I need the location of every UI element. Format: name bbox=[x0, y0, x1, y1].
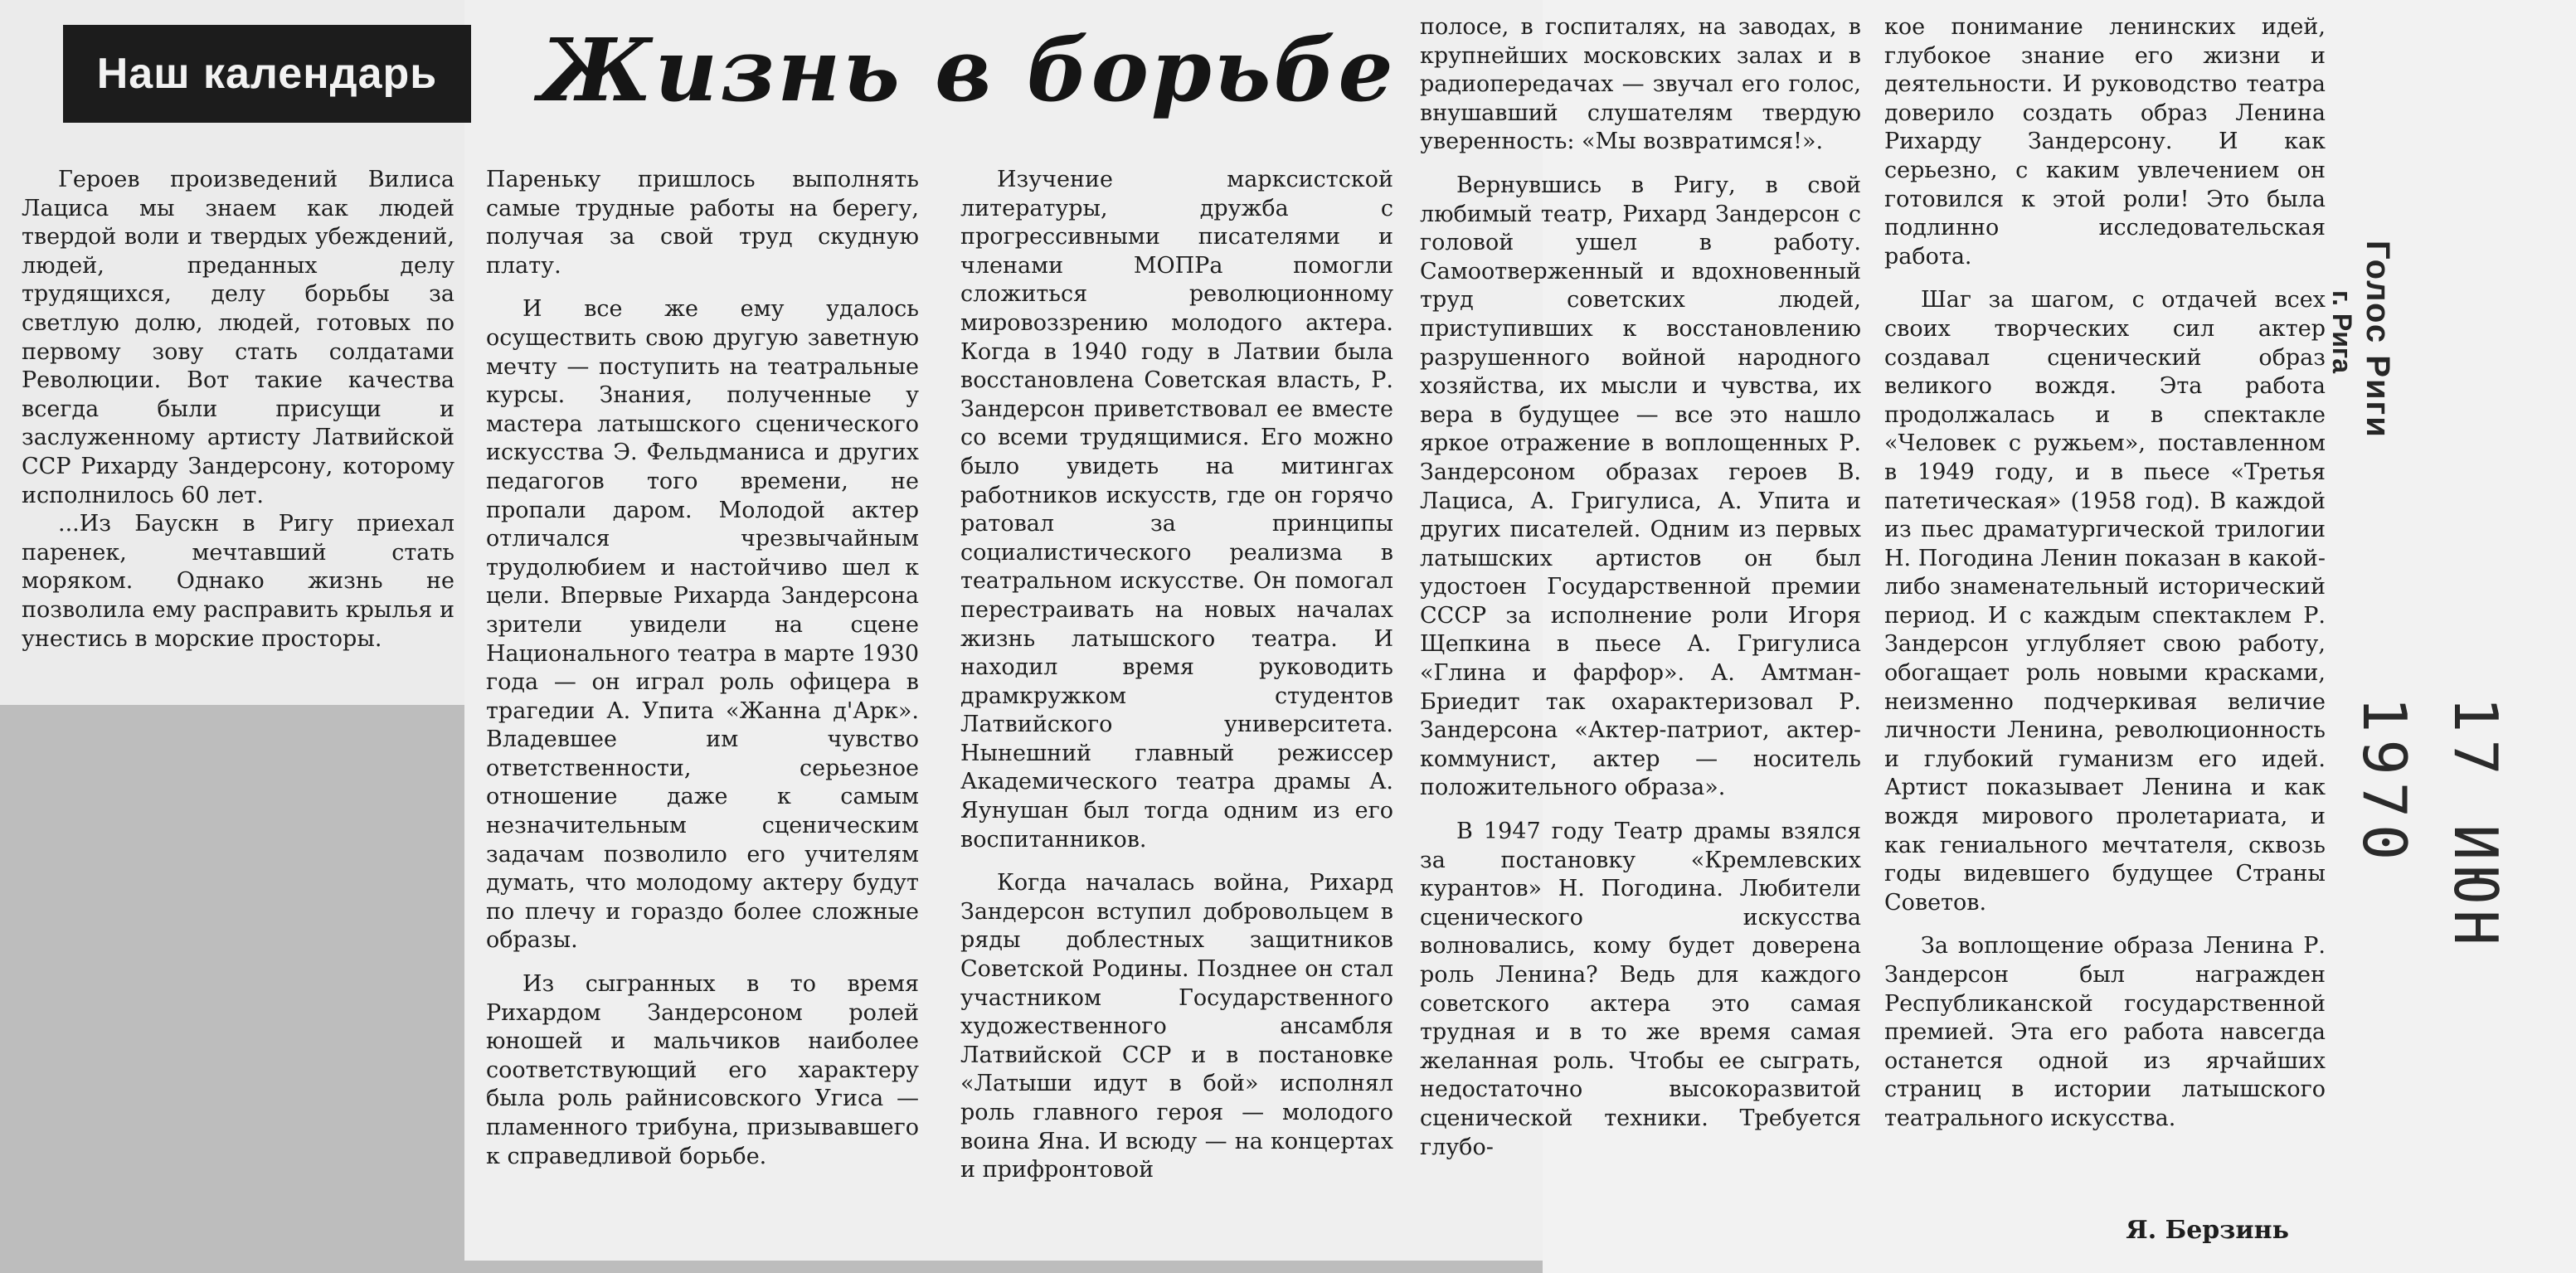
article-column-4 bbox=[1420, 13, 1861, 1162]
stamp-paper-title: Голос Риги bbox=[2360, 241, 2396, 439]
article-column-5 bbox=[1884, 13, 2326, 1134]
paragraph: ...Из Баускн в Ригу приехал паренек, мечтавший стать моряком. Однако жизнь не позволила ему расправить крылья и унестись в морские просторы. bbox=[22, 511, 454, 652]
paragraph: Из сыгранных в то время Рихардом Зандерсоном ролей юношей и мальчиков наиболее соответствующий его характеру была роль райнисовского Угиса — пламенного трибуна, призывавшего к справедливой борьбе. bbox=[486, 971, 919, 1169]
paragraph: Героев произведений Вилиса Лациса мы знаем как людей твердой воли и твердых убеждений, людей, преданных делу трудящихся, делу борьбы за светлую долю, людей, готовых по первому зову стать солдатами Революции. Вот такие качества всегда были присущи и заслуженному артисту Латвийской ССР Рихарду Зандерсону, которому исполнилось 60 лет. bbox=[22, 167, 454, 508]
paragraph: За воплощение образа Ленина Р. Зандерсон был награжден Республиканской государственной премией. Эта его работа навсегда останется одной из ярчайших страниц в истории латышского театрального искусства. bbox=[1884, 933, 2326, 1131]
newspaper-name-stamp bbox=[2322, 241, 2397, 489]
rubric-label: Наш календарь bbox=[63, 25, 471, 123]
article-column-3 bbox=[960, 166, 1393, 1185]
paragraph: Шаг за шагом, с отдачей всех своих творческих сил актер создавал сценический образ великого вождя. Эта работа продолжалась и в спектакле «Человек с ружьем», поставленном в 1949 году, и в пьесе «Третья патетическая» (1958 год). В каждой из пьес драматургической трилогии Н. Погодина Ленин показан в какой-либо знаменательный исторический период. И с каждым спектаклем Р. Зандерсон углубляет свою работу, обогащает роль новыми красками, неизменно подчеркивая величие личности Ленина, революционность и глубокий гуманизм его идей. Артист показывает Ленина и как вождя мирового пролетариата, и как гениального мечтателя, сквозь годы видевшего будущее Страны Советов. bbox=[1884, 287, 2326, 916]
paragraph: Вернувшись в Ригу, в свой любимый театр, Рихард Зандерсон с головой ушел в работу. Самоотверженный и вдохновенный труд советских людей, приступивших к восстановлению разрушенного войной народного хозяйства, их мысли и чувства, их вера в будущее — все это нашло яркое отражение в воплощенных Р. Зандерсоном образах героев В. Лациса, А. Григулиса, А. Упита и других писателей. Одним из первых латышских артистов он был удостоен Государственной премии СССР за исполнение роли Игоря Щепкина в пьесе А. Григулиса «Глина и фарфор». А. Амтман-Бриедит так охарактеризовал Р. Зандерсона «Актер-патриот, актер-коммунист, актер — носитель положительного образа». bbox=[1420, 172, 1861, 801]
date-stamp: 17 ИЮН 1970 bbox=[2350, 697, 2510, 953]
paragraph: кое понимание ленинских идей, глубокое знание его жизни и деятельности. И руководство театра доверило создать образ Ленина Рихарду Зандерсону. И как серьезно, с каким увлечением он готовился к этой роли! Это была подлинно исследовательская работа. bbox=[1884, 14, 2326, 270]
article-column-1 bbox=[22, 166, 454, 654]
paragraph: Изучение марксистской литературы, дружба с прогрессивными писателями и членами МОПРа помогли сложиться революционному мировоззрению молодого актера. Когда в 1940 году в Латвии была восстановлена Советская власть, Р. Зандерсон приветствовал ее вместе со всеми трудящимися. Его можно было увидеть на митингах работников искусств, где он горячо ратовал за принципы социалистического реализма в театральном искусстве. Он помогал перестраивать на новых началах жизнь латышского театра. И находил время руководить драмкружком студентов Латвийского университета. Нынешний главный режиссер Академического театра драмы А. Яунушан был тогда одним из его воспитанников. bbox=[960, 167, 1393, 853]
stamp-paper-city: г. Рига bbox=[2327, 290, 2357, 374]
paragraph: Когда началась война, Рихард Зандерсон вступил добровольцем в ряды доблестных защитников Советской Родины. Позднее он стал участником Государственного художественного ансамбля Латвийской ССР и в постановке «Латыши идут в бой» исполнял роль главного героя — молодого воина Яна. И всюду — на концертах и прифронтовой bbox=[960, 870, 1393, 1183]
article-headline: Жизнь в борьбе bbox=[539, 19, 1396, 121]
article-column-2 bbox=[486, 166, 919, 1171]
paragraph: полосе, в госпиталях, на заводах, в крупнейших московских залах и в радиопередачах — звучал его голос, внушавший слушателям твердую уверенность: «Мы возвратимся!». bbox=[1420, 14, 1861, 155]
paragraph: И все же ему удалось осуществить свою другую заветную мечту — поступить на театральные курсы. Знания, полученные у мастера латышского сценического искусства Э. Фельдманиса и других педагогов того времени, не пропали даром. Молодой актер отличался чрезвычайным трудолюбием и настойчиво шел к цели. Впервые Рихарда Зандерсона зрители увидели на сцене Национального театра в марте 1930 года — он играл роль офицера в трагедии А. Упита «Жанна д'Арк». Владевшее им чувство ответственности, серьезное отношение даже к самым незначительным сценическим задачам позволило его учителям думать, что молодому актеру будут по плечу и гораздо более сложные образы. bbox=[486, 296, 919, 954]
paragraph: Пареньку пришлось выполнять самые трудные работы на берегу, получая за свой труд скудную плату. bbox=[486, 167, 919, 279]
paragraph: В 1947 году Театр драмы взялся за постановку «Кремлевских курантов» Н. Погодина. Любители сценического искусства волновались, кому будет доверена роль Ленина? Ведь для каждого советского актера это самая трудная и в то же время самая желанная роль. Чтобы ее сыграть, недостаточно высокоразвитой сценической техники. Требуется глубо- bbox=[1420, 819, 1861, 1160]
author-signature: Я. Берзинь bbox=[2126, 1216, 2289, 1245]
